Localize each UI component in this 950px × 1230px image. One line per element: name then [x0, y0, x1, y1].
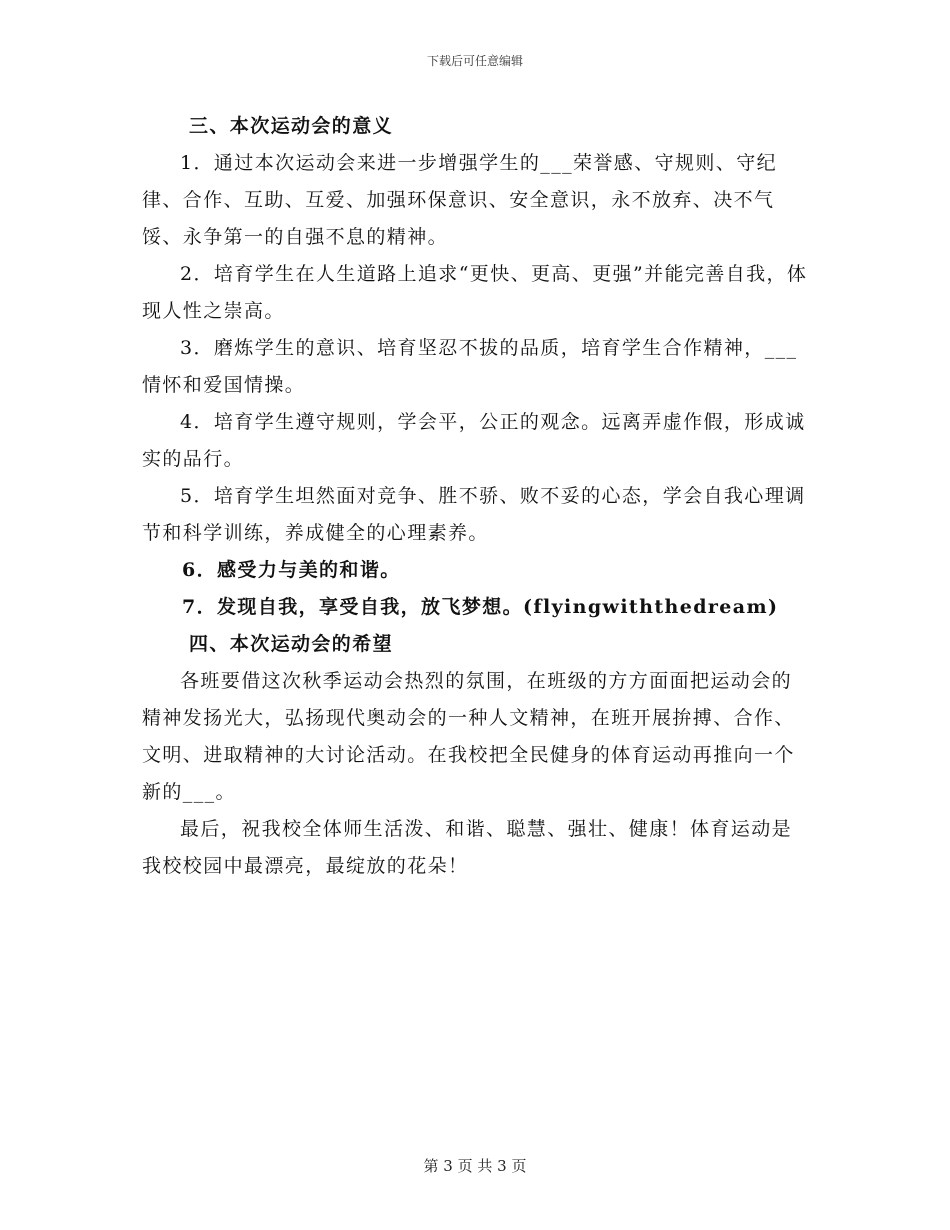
list-item-6: 6．感受力与美的和谐。: [182, 559, 401, 581]
list-item-4: 4．培育学生遵守规则，学会平，公正的观念。远离弄虚作假，形成诚实的品行。: [142, 411, 806, 470]
list-item-2: 2．培育学生在人生道路上追求“更快、更高、更强”并能完善自我，体现人性之崇高。: [142, 263, 808, 322]
list-item-3: 3．磨炼学生的意识、培育坚忍不拔的品质，培育学生合作精神，___情怀和爱国情操。: [142, 337, 798, 396]
document-body: [142, 108, 810, 885]
paragraph-closing: 最后，祝我校全体师生活泼、和谐、聪慧、强壮、健康！体育运动是我校校园中最漂亮，最绽放的花朵！: [142, 818, 793, 877]
list-item-7: 7．发现自我，享受自我，放飞梦想。(flyingwiththedream): [182, 596, 779, 618]
section-heading-significance: 三、本次运动会的意义: [189, 115, 394, 137]
paragraph-classes: 各班要借这次秋季运动会热烈的氛围，在班级的方方面面把运动会的精神发扬光大，弘扬现代奥动会的一种人文精神，在班开展拚搏、合作、文明、进取精神的大讨论活动。在我校把全民健身的体育运动再推向一个新的___。: [142, 670, 795, 803]
list-item-1: 1．通过本次运动会来进一步增强学生的___荣誉感、守规则、守纪律、合作、互助、互爱、加强环保意识、安全意识，永不放弃、决不气馁、永争第一的自强不息的精神。: [142, 152, 777, 248]
page-header: 下载后可任意编辑: [426, 54, 523, 68]
page-footer: 第 3 页 共 3 页: [423, 1157, 527, 1175]
section-heading-hopes: 四、本次运动会的希望: [189, 633, 394, 655]
list-item-5: 5．培育学生坦然面对竞争、胜不骄、败不妥的心态，学会自我心理调节和科学训练，养成健全的心理素养。: [142, 485, 806, 544]
